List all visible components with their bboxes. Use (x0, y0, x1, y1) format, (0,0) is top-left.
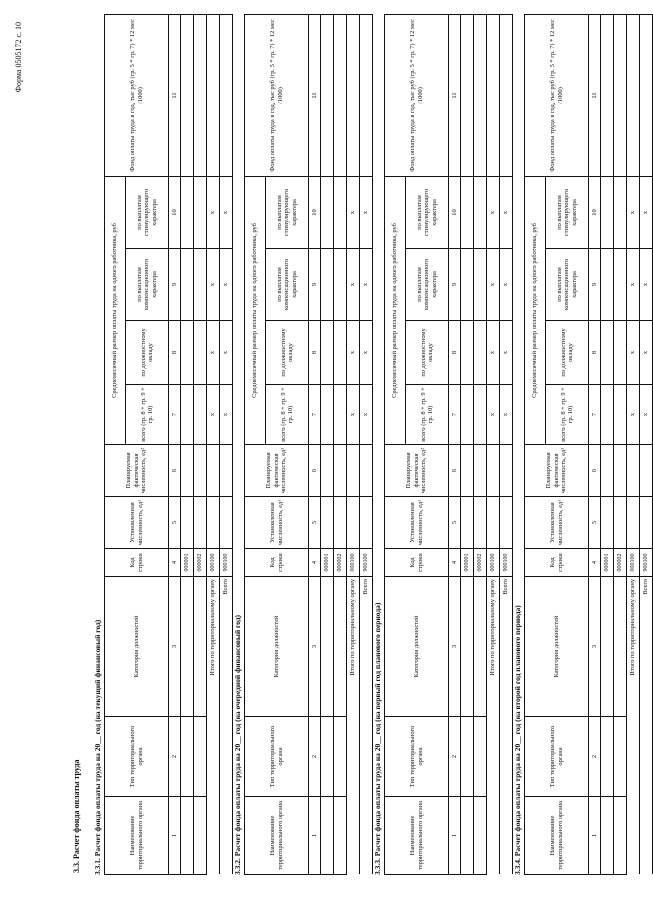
column-number: 6 (309, 445, 321, 497)
header-name: Наименование территориального органа (385, 797, 449, 875)
column-number: 7 (449, 385, 461, 445)
column-number: 5 (449, 497, 461, 549)
header-code: Код строки (245, 549, 309, 577)
header-type: Тип территориального органа (385, 717, 449, 797)
x-mark: x (220, 321, 233, 385)
section-title: 3.3.3. Расчет фонда оплаты труда на 20__ год (на первый год планового периода) (373, 602, 382, 875)
x-mark: x (220, 176, 233, 248)
empty-cell (347, 445, 360, 497)
empty-cell (474, 385, 487, 445)
fund-section-3 (372, 15, 513, 875)
header-incentive: по выплатам стимулирующего характера (266, 176, 309, 248)
empty-cell (614, 249, 627, 321)
header-total: всего (гр. 8 + гр. 9 + гр. 10) (546, 385, 589, 445)
column-number: 5 (169, 497, 181, 549)
empty-cell (194, 249, 207, 321)
x-mark: x (627, 321, 640, 385)
header-salary: по должностному окладу (406, 321, 449, 385)
empty-cell (474, 249, 487, 321)
column-number: 1 (309, 797, 321, 875)
x-mark: x (207, 249, 220, 321)
column-number: 9 (589, 249, 601, 321)
header-planned: Планируемая фактическая численность, ед² (245, 445, 309, 497)
x-mark: x (220, 385, 233, 445)
empty-cell (321, 14, 334, 176)
column-number: 11 (169, 14, 181, 176)
column-number: 4 (309, 549, 321, 577)
table-row (461, 14, 474, 874)
row-code: 000001 (321, 549, 334, 577)
header-established: Установленная численность, ед¹ (525, 497, 589, 549)
empty-cell (321, 445, 334, 497)
empty-cell (614, 577, 627, 717)
empty-cell (614, 445, 627, 497)
empty-cell (321, 249, 334, 321)
empty-cell (601, 249, 614, 321)
fund-table (244, 14, 373, 875)
header-code: Код строки (105, 549, 169, 577)
x-mark: x (500, 249, 513, 321)
fund-section-1 (92, 15, 233, 875)
empty-cell (334, 249, 347, 321)
empty-cell (601, 497, 614, 549)
row-code: 000100 (207, 549, 220, 577)
header-compensation: по выплатам компенсационного характера (546, 249, 589, 321)
empty-cell (321, 577, 334, 717)
column-number: 6 (169, 445, 181, 497)
empty-cell (614, 797, 627, 875)
section-title: 3.3.2. Расчет фонда оплаты труда на 20__ год (на очередной финансовый год) (233, 614, 242, 875)
empty-cell (181, 385, 194, 445)
header-total: всего (гр. 8 + гр. 9 + гр. 10) (406, 385, 449, 445)
row-code: 000001 (601, 549, 614, 577)
empty-cell (500, 445, 513, 497)
empty-cell (601, 797, 614, 875)
x-mark: x (347, 249, 360, 321)
header-type: Тип территориального органа (105, 717, 169, 797)
header-category: Категория должностей (245, 577, 309, 717)
x-mark: x (207, 176, 220, 248)
table-row (601, 14, 614, 874)
empty-cell (500, 14, 513, 176)
empty-cell (334, 14, 347, 176)
empty-cell (334, 717, 347, 797)
row-code: 000001 (461, 549, 474, 577)
column-number: 10 (169, 176, 181, 248)
empty-cell (181, 176, 194, 248)
column-number: 2 (169, 717, 181, 797)
total-all-row (640, 14, 653, 874)
empty-cell (474, 445, 487, 497)
header-total: всего (гр. 8 + гр. 9 + гр. 10) (126, 385, 169, 445)
empty-cell (487, 497, 500, 549)
empty-cell (461, 14, 474, 176)
header-incentive: по выплатам стимулирующего характера (126, 176, 169, 248)
column-number-row (169, 14, 181, 874)
header-name: Наименование территориального органа (105, 797, 169, 875)
x-mark: x (500, 176, 513, 248)
column-number: 8 (309, 321, 321, 385)
x-mark: x (640, 321, 653, 385)
column-number-row (449, 14, 461, 874)
header-fund: Фонд оплаты труда в год, тыс руб (гр. 5 * гр. 7) * 12 мес /1000) (385, 14, 449, 176)
x-mark: x (640, 249, 653, 321)
section-title: 3.3.1. Расчет фонда оплаты труда на 20__ год (на текущий финансовый год) (93, 619, 102, 875)
fund-table (104, 14, 233, 875)
empty-cell (601, 445, 614, 497)
row-code: 900100 (500, 549, 513, 577)
x-mark: x (487, 176, 500, 248)
header-salary: по должностному окладу (266, 321, 309, 385)
column-number: 4 (169, 549, 181, 577)
column-number: 9 (309, 249, 321, 321)
empty-cell (614, 14, 627, 176)
header-established: Установленная численность, ед¹ (385, 497, 449, 549)
empty-cell (640, 497, 653, 549)
header-code: Код строки (525, 549, 589, 577)
empty-cell (601, 717, 614, 797)
row-code: 000002 (474, 549, 487, 577)
x-mark: x (640, 385, 653, 445)
empty-cell (614, 497, 627, 549)
header-type: Тип территориального органа (525, 717, 589, 797)
empty-cell (181, 497, 194, 549)
column-number-row (309, 14, 321, 874)
empty-cell (627, 14, 640, 176)
total-all-row (220, 14, 233, 874)
x-mark: x (347, 385, 360, 445)
fund-table (384, 14, 513, 875)
header-salary: по должностному окладу (546, 321, 589, 385)
empty-cell (334, 176, 347, 248)
column-number-row (589, 14, 601, 874)
table-row (474, 14, 487, 874)
column-number: 7 (589, 385, 601, 445)
header-planned: Планируемая фактическая численность, ед² (385, 445, 449, 497)
column-number: 3 (169, 577, 181, 717)
header-incentive: по выплатам стимулирующего характера (546, 176, 589, 248)
total-all-row-label: Всего (500, 577, 513, 875)
empty-cell (194, 385, 207, 445)
column-number: 9 (449, 249, 461, 321)
column-number: 7 (169, 385, 181, 445)
header-avg-salary-group: Среднемесячный размер оплаты труда на одного работника, руб (105, 176, 126, 444)
header-name: Наименование территориального органа (245, 797, 309, 875)
column-number: 8 (449, 321, 461, 385)
x-mark: x (487, 385, 500, 445)
column-number: 2 (449, 717, 461, 797)
x-mark: x (220, 249, 233, 321)
empty-cell (194, 321, 207, 385)
empty-cell (347, 497, 360, 549)
column-number: 3 (589, 577, 601, 717)
empty-cell (627, 497, 640, 549)
empty-cell (181, 445, 194, 497)
empty-cell (461, 445, 474, 497)
empty-cell (321, 497, 334, 549)
empty-cell (500, 497, 513, 549)
fund-table (524, 14, 653, 875)
column-number: 8 (169, 321, 181, 385)
empty-cell (614, 717, 627, 797)
empty-cell (334, 577, 347, 717)
column-number: 5 (309, 497, 321, 549)
row-code: 000100 (487, 549, 500, 577)
empty-cell (207, 445, 220, 497)
empty-cell (601, 577, 614, 717)
column-number: 2 (589, 717, 601, 797)
header-category: Категория должностей (385, 577, 449, 717)
empty-cell (360, 497, 373, 549)
section-title: 3.3.4. Расчет фонда оплаты труда на 20__ год (на второй год планового периода) (513, 605, 522, 875)
total-all-row (500, 14, 513, 874)
column-number: 3 (309, 577, 321, 717)
x-mark: x (207, 321, 220, 385)
empty-cell (194, 497, 207, 549)
header-avg-salary-group: Среднемесячный размер оплаты труда на одного работника, руб (525, 176, 546, 444)
total-territorial-row (207, 14, 220, 874)
total-territorial-row-label: Итого по территориальному органу (627, 577, 640, 875)
empty-cell (194, 797, 207, 875)
total-all-row-label: Всего (220, 577, 233, 875)
x-mark: x (360, 249, 373, 321)
empty-cell (207, 14, 220, 176)
empty-cell (321, 717, 334, 797)
empty-cell (474, 497, 487, 549)
table-row (334, 14, 347, 874)
empty-cell (601, 176, 614, 248)
row-code: 000002 (614, 549, 627, 577)
header-established: Установленная численность, ед¹ (105, 497, 169, 549)
empty-cell (220, 497, 233, 549)
total-territorial-row (347, 14, 360, 874)
column-number: 6 (589, 445, 601, 497)
empty-cell (614, 321, 627, 385)
empty-cell (321, 385, 334, 445)
empty-cell (474, 321, 487, 385)
total-all-row (360, 14, 373, 874)
column-number: 11 (309, 14, 321, 176)
empty-cell (321, 176, 334, 248)
empty-cell (360, 14, 373, 176)
x-mark: x (627, 249, 640, 321)
empty-cell (194, 717, 207, 797)
column-number: 9 (169, 249, 181, 321)
empty-cell (360, 445, 373, 497)
table-row (181, 14, 194, 874)
empty-cell (207, 497, 220, 549)
total-all-row-label: Всего (640, 577, 653, 875)
empty-cell (334, 445, 347, 497)
empty-cell (181, 717, 194, 797)
header-planned: Планируемая фактическая численность, ед² (525, 445, 589, 497)
empty-cell (334, 321, 347, 385)
header-category: Категория должностей (105, 577, 169, 717)
total-territorial-row-label: Итого по территориальному органу (347, 577, 360, 875)
empty-cell (474, 797, 487, 875)
column-number: 2 (309, 717, 321, 797)
fund-section-2 (232, 15, 373, 875)
row-code: 900100 (640, 549, 653, 577)
empty-cell (181, 797, 194, 875)
header-fund: Фонд оплаты труда в год, тыс руб (гр. 5 * гр. 7) * 12 мес /1000) (105, 14, 169, 176)
empty-cell (334, 797, 347, 875)
total-territorial-row-label: Итого по территориальному органу (207, 577, 220, 875)
x-mark: x (487, 249, 500, 321)
empty-cell (461, 797, 474, 875)
empty-cell (321, 321, 334, 385)
x-mark: x (207, 385, 220, 445)
total-territorial-row-label: Итого по территориальному органу (487, 577, 500, 875)
empty-cell (194, 577, 207, 717)
empty-cell (614, 385, 627, 445)
x-mark: x (640, 176, 653, 248)
column-number: 10 (309, 176, 321, 248)
empty-cell (601, 385, 614, 445)
empty-cell (601, 321, 614, 385)
empty-cell (601, 14, 614, 176)
header-fund: Фонд оплаты труда в год, тыс руб (гр. 5 * гр. 7) * 12 мес /1000) (525, 14, 589, 176)
form-number: Форма 0505172 с. 10 (14, 22, 23, 93)
column-number: 1 (449, 797, 461, 875)
header-category: Категория должностей (525, 577, 589, 717)
empty-cell (194, 445, 207, 497)
empty-cell (461, 385, 474, 445)
x-mark: x (500, 385, 513, 445)
header-avg-salary-group: Среднемесячный размер оплаты труда на одного работника, руб (385, 176, 406, 444)
total-territorial-row (627, 14, 640, 874)
empty-cell (334, 497, 347, 549)
empty-cell (181, 14, 194, 176)
document-title: 3.3. Расчет фонда оплаты труда (72, 759, 81, 873)
empty-cell (181, 321, 194, 385)
x-mark: x (627, 176, 640, 248)
empty-cell (474, 717, 487, 797)
x-mark: x (360, 321, 373, 385)
total-territorial-row (487, 14, 500, 874)
x-mark: x (347, 321, 360, 385)
column-number: 11 (589, 14, 601, 176)
header-compensation: по выплатам компенсационного характера (266, 249, 309, 321)
x-mark: x (627, 385, 640, 445)
row-code: 000002 (334, 549, 347, 577)
x-mark: x (347, 176, 360, 248)
column-number: 10 (449, 176, 461, 248)
empty-cell (487, 445, 500, 497)
header-established: Установленная численность, ед¹ (245, 497, 309, 549)
column-number: 11 (449, 14, 461, 176)
column-number: 1 (169, 797, 181, 875)
header-name: Наименование территориального органа (525, 797, 589, 875)
column-number: 1 (589, 797, 601, 875)
empty-cell (640, 14, 653, 176)
empty-cell (194, 176, 207, 248)
header-avg-salary-group: Среднемесячный размер оплаты труда на одного работника, руб (245, 176, 266, 444)
table-row (321, 14, 334, 874)
fund-section-4 (512, 15, 653, 875)
header-planned: Планируемая фактическая численность, ед² (105, 445, 169, 497)
header-fund: Фонд оплаты труда в год, тыс руб (гр. 5 * гр. 7) * 12 мес /1000) (245, 14, 309, 176)
empty-cell (321, 797, 334, 875)
table-row (614, 14, 627, 874)
header-total: всего (гр. 8 + гр. 9 + гр. 10) (266, 385, 309, 445)
empty-cell (461, 497, 474, 549)
empty-cell (220, 445, 233, 497)
column-number: 3 (449, 577, 461, 717)
x-mark: x (360, 176, 373, 248)
row-code: 000002 (194, 549, 207, 577)
column-number: 7 (309, 385, 321, 445)
row-code: 900100 (360, 549, 373, 577)
x-mark: x (500, 321, 513, 385)
column-number: 10 (589, 176, 601, 248)
empty-cell (181, 577, 194, 717)
empty-cell (461, 717, 474, 797)
row-code: 000100 (627, 549, 640, 577)
empty-cell (461, 176, 474, 248)
column-number: 8 (589, 321, 601, 385)
empty-cell (474, 577, 487, 717)
empty-cell (194, 14, 207, 176)
header-compensation: по выплатам компенсационного характера (406, 249, 449, 321)
row-code: 900100 (220, 549, 233, 577)
x-mark: x (360, 385, 373, 445)
empty-cell (220, 14, 233, 176)
empty-cell (181, 249, 194, 321)
empty-cell (640, 445, 653, 497)
header-incentive: по выплатам стимулирующего характера (406, 176, 449, 248)
empty-cell (474, 176, 487, 248)
empty-cell (461, 321, 474, 385)
empty-cell (474, 14, 487, 176)
total-all-row-label: Всего (360, 577, 373, 875)
column-number: 5 (589, 497, 601, 549)
empty-cell (627, 445, 640, 497)
column-number: 4 (449, 549, 461, 577)
empty-cell (461, 577, 474, 717)
header-compensation: по выплатам компенсационного характера (126, 249, 169, 321)
empty-cell (334, 385, 347, 445)
column-number: 4 (589, 549, 601, 577)
header-type: Тип территориального органа (245, 717, 309, 797)
row-code: 000001 (181, 549, 194, 577)
row-code: 000100 (347, 549, 360, 577)
x-mark: x (487, 321, 500, 385)
header-salary: по должностному окладу (126, 321, 169, 385)
empty-cell (461, 249, 474, 321)
empty-cell (614, 176, 627, 248)
table-row (194, 14, 207, 874)
header-code: Код строки (385, 549, 449, 577)
column-number: 6 (449, 445, 461, 497)
empty-cell (487, 14, 500, 176)
empty-cell (347, 14, 360, 176)
